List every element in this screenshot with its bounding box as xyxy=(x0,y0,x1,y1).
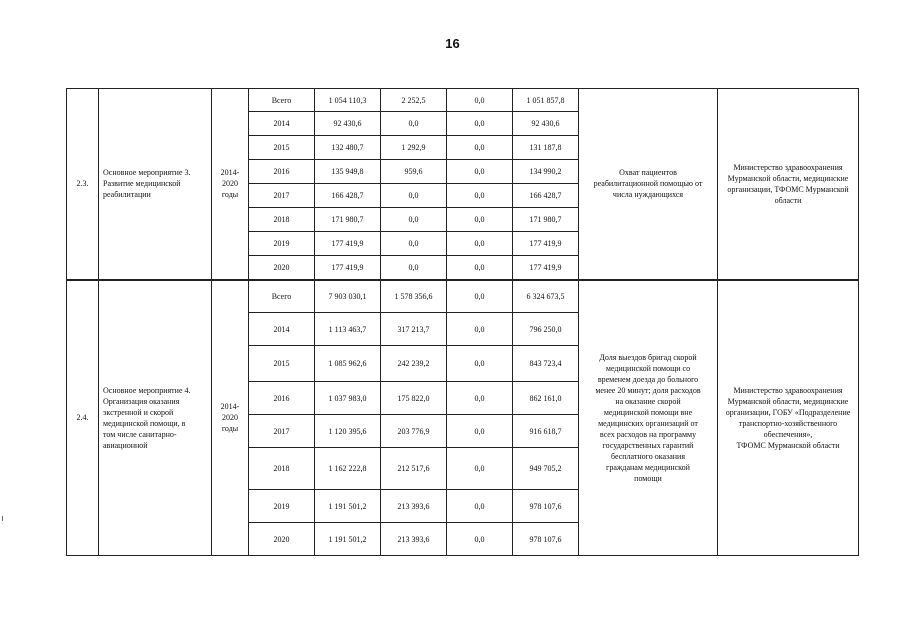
table-body xyxy=(67,89,859,556)
scan-mark xyxy=(2,516,3,521)
federal-budget-cell: 242 239,2 xyxy=(381,346,447,382)
total-cell: 92 430,6 xyxy=(315,112,381,136)
indicator-cell xyxy=(579,89,718,280)
indicator-cell-line: государственных гарантий xyxy=(602,440,694,450)
regional-budget-cell: 0,0 xyxy=(447,256,513,280)
oms-fund-cell: 134 990,2 xyxy=(513,160,579,184)
executors-cell-line: области xyxy=(774,195,802,205)
period-cell-line: 2020 xyxy=(222,413,238,423)
federal-budget-cell: 0,0 xyxy=(381,208,447,232)
oms-fund-cell: 862 161,0 xyxy=(513,382,579,415)
year-cell: 2016 xyxy=(249,160,315,184)
total-cell: 177 419,9 xyxy=(315,232,381,256)
year-cell: 2015 xyxy=(249,346,315,382)
executors-cell-line: ТФОМС Мурманской области xyxy=(736,440,840,450)
executors-cell xyxy=(718,89,859,280)
federal-budget-cell: 213 393,6 xyxy=(381,523,447,556)
executors-cell-line: транспортно-хозяйственного xyxy=(738,418,838,428)
federal-budget-cell: 203 776,9 xyxy=(381,415,447,448)
regional-budget-cell: 0,0 xyxy=(447,89,513,112)
regional-budget-cell: 0,0 xyxy=(447,346,513,382)
executors-cell-line: Мурманской области, медицинские xyxy=(727,396,849,406)
regional-budget-cell: 0,0 xyxy=(447,313,513,346)
activity-name-line: Организация оказания xyxy=(103,396,180,406)
oms-fund-cell: 796 250,0 xyxy=(513,313,579,346)
year-cell: 2017 xyxy=(249,184,315,208)
oms-fund-cell: 6 324 673,5 xyxy=(513,280,579,313)
total-cell: 1 054 110,3 xyxy=(315,89,381,112)
oms-fund-cell: 171 980,7 xyxy=(513,208,579,232)
oms-fund-cell: 843 723,4 xyxy=(513,346,579,382)
indicator-cell-line: Доля выездов бригад скорой xyxy=(599,352,697,362)
activity-name-line: Развитие медицинской xyxy=(103,179,181,189)
indicator-cell-line: помощи xyxy=(634,473,662,483)
total-cell: 135 949,8 xyxy=(315,160,381,184)
federal-budget-cell: 212 517,6 xyxy=(381,448,447,490)
year-cell: 2017 xyxy=(249,415,315,448)
period-cell-line: годы xyxy=(221,424,239,434)
period-cell-line: 2014- xyxy=(220,402,240,412)
indicator-cell-line: всех расходов на программу xyxy=(599,429,697,439)
indicator-cell-line: на оказание скорой xyxy=(615,396,681,406)
oms-fund-cell: 978 107,6 xyxy=(513,490,579,523)
activity-name-line: авиационной xyxy=(103,440,148,450)
table-row xyxy=(67,280,859,313)
item-number: 2.3. xyxy=(67,89,99,280)
oms-fund-cell: 177 419,9 xyxy=(513,256,579,280)
activity-name xyxy=(99,89,212,280)
federal-budget-cell: 1 578 356,6 xyxy=(381,280,447,313)
executors-cell-line: обеспечения», xyxy=(763,429,813,439)
total-cell: 7 903 030,1 xyxy=(315,280,381,313)
executors-cell xyxy=(718,280,859,556)
regional-budget-cell: 0,0 xyxy=(447,523,513,556)
activity-name xyxy=(99,280,212,556)
regional-budget-cell: 0,0 xyxy=(447,232,513,256)
period-cell xyxy=(212,89,249,280)
activity-name-line: Основное мероприятие 3. xyxy=(103,168,191,178)
indicator-cell-line: реабилитационной помощью от xyxy=(593,179,703,189)
year-cell: 2015 xyxy=(249,136,315,160)
executors-cell-line: организации, ГОБУ «Подразделение xyxy=(725,407,851,417)
activity-name-line: экстренной и скорой xyxy=(103,407,174,417)
total-cell: 1 191 501,2 xyxy=(315,523,381,556)
regional-budget-cell: 0,0 xyxy=(447,382,513,415)
federal-budget-cell: 0,0 xyxy=(381,232,447,256)
federal-budget-cell: 2 252,5 xyxy=(381,89,447,112)
year-cell: 2014 xyxy=(249,112,315,136)
oms-fund-cell: 131 187,8 xyxy=(513,136,579,160)
oms-fund-cell: 916 618,7 xyxy=(513,415,579,448)
regional-budget-cell: 0,0 xyxy=(447,415,513,448)
executors-cell-line: организации, ТФОМС Мурманской xyxy=(727,184,849,194)
total-cell: 132 480,7 xyxy=(315,136,381,160)
year-cell: Всего xyxy=(249,280,315,313)
period-cell xyxy=(212,280,249,556)
indicator-cell xyxy=(579,280,718,556)
total-cell: 171 980,7 xyxy=(315,208,381,232)
activity-name-line: том числе санитарно- xyxy=(103,429,177,439)
total-cell: 1 113 463,7 xyxy=(315,313,381,346)
federal-budget-cell: 0,0 xyxy=(381,112,447,136)
regional-budget-cell: 0,0 xyxy=(447,112,513,136)
activity-name-line: медицинской помощи, в xyxy=(103,418,186,428)
regional-budget-cell: 0,0 xyxy=(447,184,513,208)
regional-budget-cell: 0,0 xyxy=(447,280,513,313)
total-cell: 166 428,7 xyxy=(315,184,381,208)
regional-budget-cell: 0,0 xyxy=(447,160,513,184)
year-cell: 2018 xyxy=(249,448,315,490)
federal-budget-cell: 0,0 xyxy=(381,256,447,280)
indicator-cell-line: медицинской помощи со xyxy=(605,363,691,373)
federal-budget-cell: 959,6 xyxy=(381,160,447,184)
table-row xyxy=(67,89,859,112)
activity-name-line: Основное мероприятие 4. xyxy=(103,385,191,395)
indicator-cell-line: гражданам медицинской xyxy=(606,462,690,472)
total-cell: 177 419,9 xyxy=(315,256,381,280)
regional-budget-cell: 0,0 xyxy=(447,448,513,490)
federal-budget-cell: 1 292,9 xyxy=(381,136,447,160)
total-cell: 1 162 222,8 xyxy=(315,448,381,490)
oms-fund-cell: 978 107,6 xyxy=(513,523,579,556)
indicator-cell-line: медицинской помощи вне xyxy=(603,407,693,417)
year-cell: 2016 xyxy=(249,382,315,415)
year-cell: Всего xyxy=(249,89,315,112)
oms-fund-cell: 177 419,9 xyxy=(513,232,579,256)
total-cell: 1 191 501,2 xyxy=(315,490,381,523)
total-cell: 1 085 962,6 xyxy=(315,346,381,382)
oms-fund-cell: 92 430,6 xyxy=(513,112,579,136)
federal-budget-cell: 0,0 xyxy=(381,184,447,208)
indicator-cell-line: менее 20 минут; доля расходов xyxy=(595,385,701,395)
year-cell: 2020 xyxy=(249,523,315,556)
federal-budget-cell: 317 213,7 xyxy=(381,313,447,346)
page-number: 16 xyxy=(445,36,460,51)
period-cell-line: 2020 xyxy=(222,179,238,189)
period-cell-line: 2014- xyxy=(220,168,240,178)
activity-name-line: реабилитации xyxy=(103,190,151,200)
oms-fund-cell: 1 051 857,8 xyxy=(513,89,579,112)
executors-cell-line: Министерство здравоохранения xyxy=(733,162,843,172)
period-cell-line: годы xyxy=(221,190,239,200)
indicator-cell-line: числа нуждающихся xyxy=(612,190,684,200)
federal-budget-cell: 213 393,6 xyxy=(381,490,447,523)
indicator-cell-line: временем доезда до больного xyxy=(597,374,699,384)
indicator-cell-line: Охват пациентов xyxy=(619,168,677,178)
year-cell: 2019 xyxy=(249,232,315,256)
year-cell: 2014 xyxy=(249,313,315,346)
year-cell: 2018 xyxy=(249,208,315,232)
total-cell: 1 037 983,0 xyxy=(315,382,381,415)
indicator-cell-line: медицинских организаций от xyxy=(598,418,698,428)
executors-cell-line: Мурманской области, медицинские xyxy=(727,173,849,183)
year-cell: 2020 xyxy=(249,256,315,280)
total-cell: 1 120 395,6 xyxy=(315,415,381,448)
executors-cell-line: Министерство здравоохранения xyxy=(733,385,843,395)
oms-fund-cell: 166 428,7 xyxy=(513,184,579,208)
regional-budget-cell: 0,0 xyxy=(447,136,513,160)
federal-budget-cell: 175 822,0 xyxy=(381,382,447,415)
oms-fund-cell: 949 705,2 xyxy=(513,448,579,490)
regional-budget-cell: 0,0 xyxy=(447,490,513,523)
regional-budget-cell: 0,0 xyxy=(447,208,513,232)
indicator-cell-line: бесплатного оказания xyxy=(610,451,685,461)
year-cell: 2019 xyxy=(249,490,315,523)
item-number: 2.4. xyxy=(67,280,99,556)
program-table xyxy=(66,88,859,556)
